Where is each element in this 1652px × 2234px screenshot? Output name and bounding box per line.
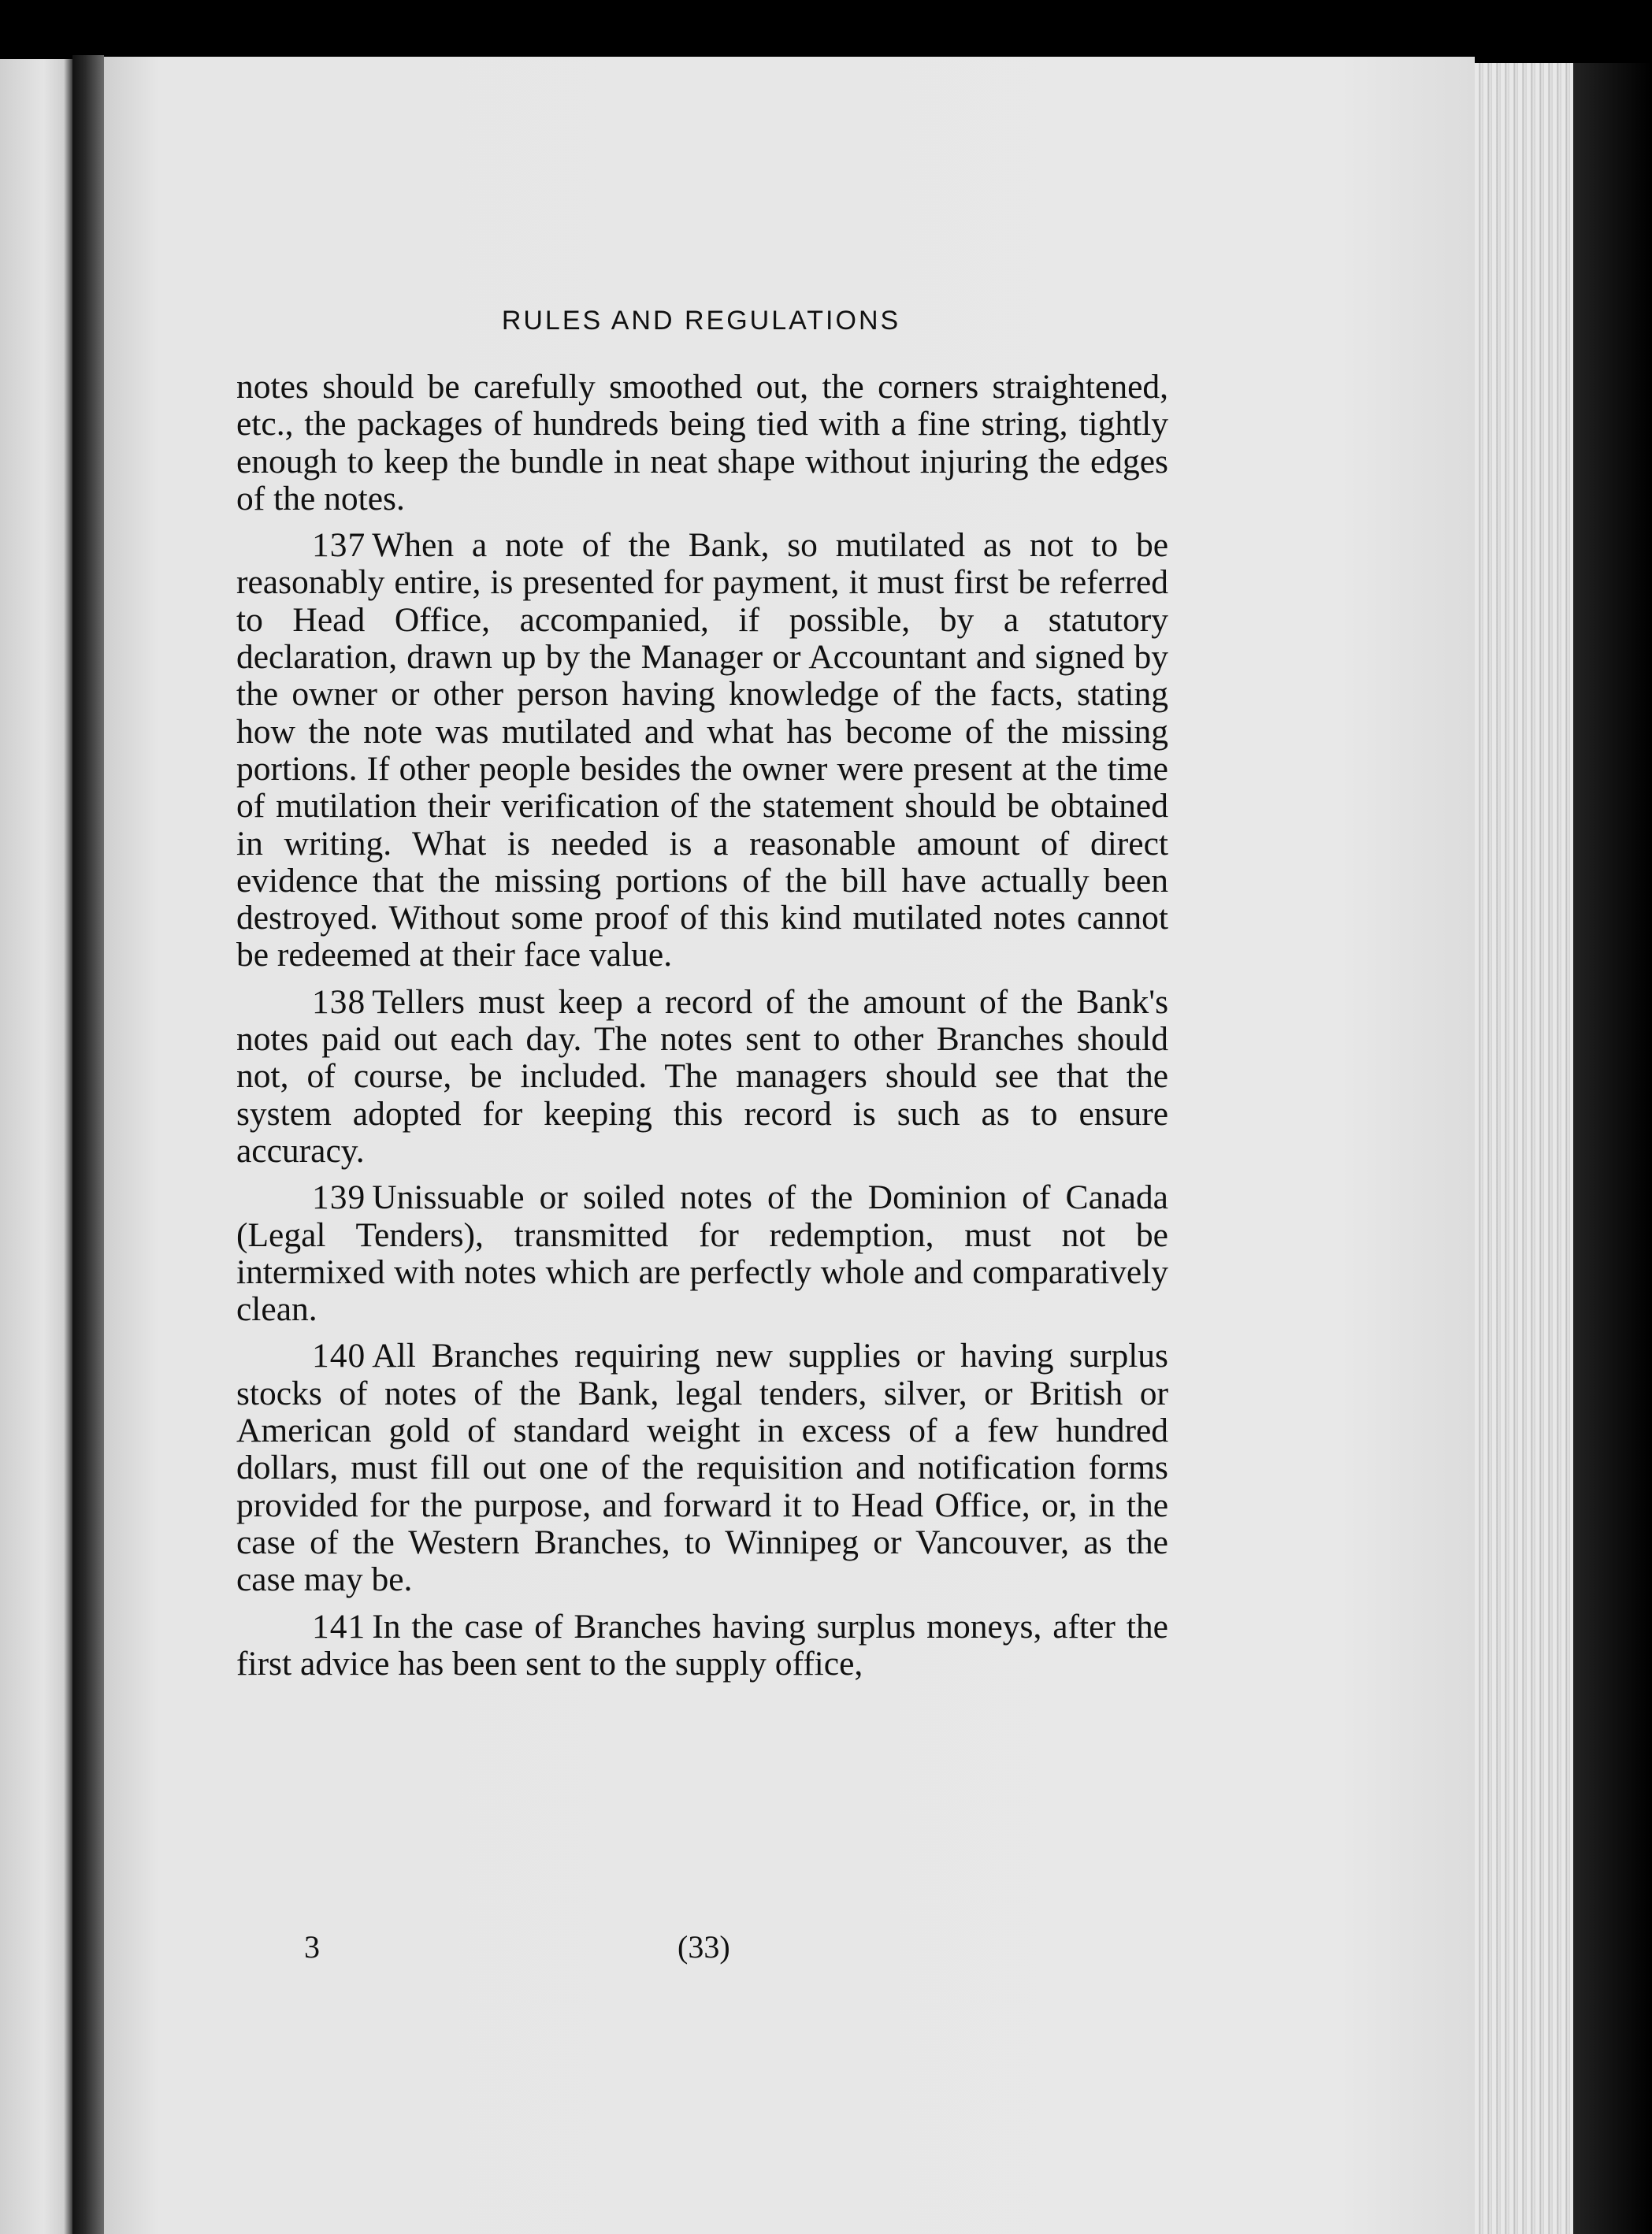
paragraph-text: In the case of Branches having surplus moneys, after the first advice has been sent to the supply office, (236, 1607, 1168, 1683)
paragraph-137 (236, 527, 1168, 974)
fore-edge-shadow (1573, 63, 1652, 2234)
paragraph-text: All Branches requiring new supplies or having surplus stocks of notes of the Bank, legal tenders, silver, or British or American gold of standard weight in excess of a few hundred dollars, must fill out one of the requisition and notification forms provided for the purpose, and forward it to Head Office, or, in the case of the Western Branches, to Winnipeg or Vancouver, as the case may be. (236, 1337, 1168, 1599)
page-fore-edge (1475, 63, 1573, 2234)
paragraph-text: When a note of the Bank, so mutilated as not to be reasonably entire, is presented for payment, it must first be referred to Head Office, accompanied, if possible, by a statutory declaration, drawn up by the Manager or Accountant and signed by the owner or other person having knowledge of the facts, stating how the note was mutilated and what has become of the missing portions. If other people besides the owner were present at the time of mutilation their verification of the statement should be obtained in writing. What is needed is a reasonable amount of direct evidence that the missing portions of the bill have actually been destroyed. Without some proof of this kind mutilated notes cannot be redeemed at their face value. (236, 526, 1168, 974)
paragraph-138 (236, 984, 1168, 1170)
running-head: RULES AND REGULATIONS (501, 306, 901, 336)
paragraph-number: 139 (312, 1178, 366, 1217)
paragraph-number: 141 (312, 1607, 366, 1646)
paragraph-139 (236, 1179, 1168, 1328)
paragraph-number: 140 (312, 1337, 366, 1375)
paragraph-text: Unissuable or soiled notes of the Dominion of Canada (Legal Tenders), transmitted for redemption, must not be intermixed with notes which are perfectly whole and comparatively clean. (236, 1178, 1168, 1329)
book-gutter (72, 55, 104, 2234)
body-text (236, 369, 1168, 1692)
page-footer (236, 1928, 1168, 1968)
paragraph-number: 137 (312, 526, 366, 565)
paragraph-number: 138 (312, 982, 366, 1021)
paragraph-text: notes should be carefully smoothed out, the corners straightened, etc., the packages of hundreds being tied with a fine string, tightly enough to keep the bundle in neat shape without injuring the edges of the notes. (236, 368, 1168, 518)
paragraph-140 (236, 1338, 1168, 1598)
paragraph-continued (236, 369, 1168, 518)
signature-mark: 3 (304, 1929, 320, 1965)
left-page-edge (0, 59, 72, 2234)
paragraph-text: Tellers must keep a record of the amount of the Bank's notes paid out each day. The notes sent to other Branches should not, of course, be included. The managers should see that the system adopted for keeping this record is such as to ensure accuracy. (236, 982, 1168, 1170)
page-number: (33) (678, 1929, 730, 1965)
paragraph-141 (236, 1609, 1168, 1683)
